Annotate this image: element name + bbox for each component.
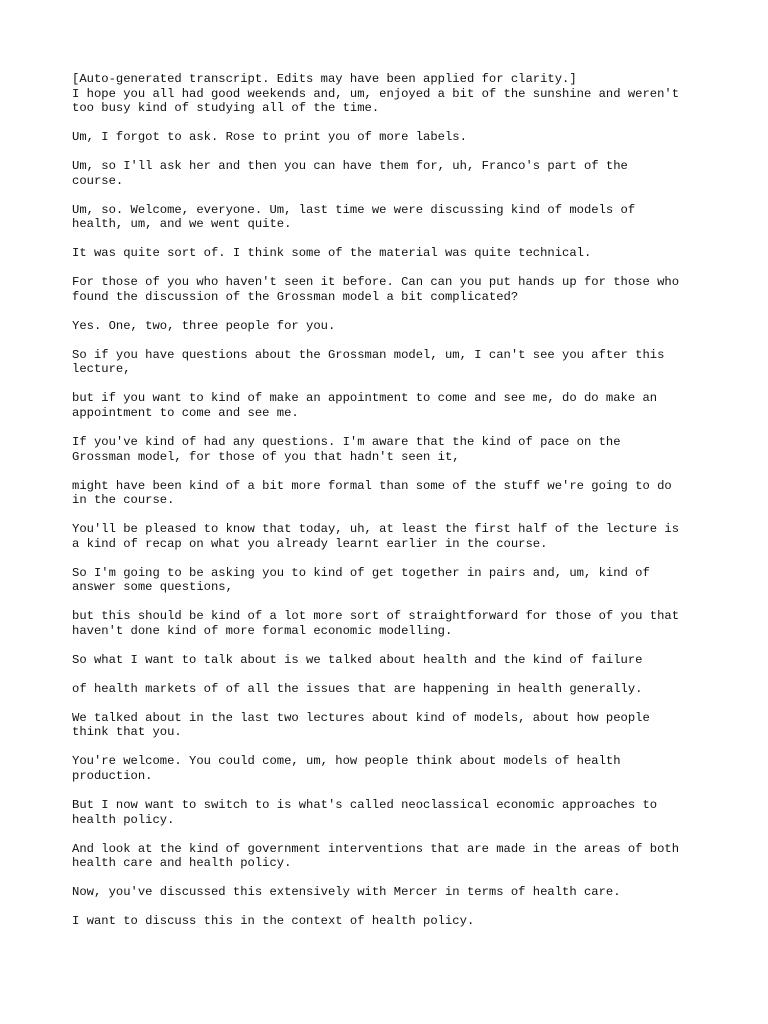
transcript-paragraph: And look at the kind of government interventions that are made in the areas of both health care and health policy.: [72, 841, 680, 871]
transcript-paragraph: of health markets of of all the issues that are happening in health generally.: [72, 681, 643, 696]
transcript-paragraph: But I now want to switch to is what's called neoclassical economic approaches to health policy.: [72, 798, 658, 827]
transcript-paragraph: You're welcome. You could come, um, how people think about models of health production.: [72, 754, 621, 784]
transcript-paragraph: I want to discuss this in the context of health policy.: [72, 914, 475, 929]
transcript-paragraph: I hope you all had good weekends and, um, enjoyed a bit of the sunshine and weren't too busy kind of studying all of the time.: [72, 86, 680, 116]
transcript-paragraph: So what I want to talk about is we talked about health and the kind of failure: [72, 652, 643, 667]
transcript-page: [72, 72, 712, 943]
transcript-notice: [Auto-generated transcript. Edits may have been applied for clarity.]: [72, 72, 577, 86]
transcript-paragraph: but if you want to kind of make an appointment to come and see me, do do make an appointment to come and see me.: [72, 391, 658, 421]
transcript-paragraph: Um, so I'll ask her and then you can have them for, uh, Franco's part of the course.: [72, 159, 628, 188]
transcript-paragraph: So if you have questions about the Grossman model, um, I can't see you after this lecture,: [72, 347, 665, 377]
transcript-paragraph: So I'm going to be asking you to kind of get together in pairs and, um, kind of answer some questions,: [72, 565, 650, 595]
transcript-paragraph: We talked about in the last two lectures about kind of models, about how people think that you.: [72, 710, 650, 740]
transcript-paragraph: Now, you've discussed this extensively with Mercer in terms of health care.: [72, 885, 621, 900]
transcript-header-block: [72, 72, 712, 116]
transcript-paragraph: Um, so. Welcome, everyone. Um, last time we were discussing kind of models of health, um, and we went quite.: [72, 202, 636, 232]
transcript-paragraph: might have been kind of a bit more formal than some of the stuff we're going to do in the course.: [72, 478, 672, 508]
transcript-paragraph: It was quite sort of. I think some of the material was quite technical.: [72, 246, 592, 261]
transcript-paragraph: Yes. One, two, three people for you.: [72, 318, 336, 333]
transcript-paragraph: but this should be kind of a lot more sort of straightforward for those of you that haven't done kind of more formal economic modelling.: [72, 609, 680, 638]
transcript-paragraph: Um, I forgot to ask. Rose to print you of more labels.: [72, 130, 467, 145]
transcript-paragraph: If you've kind of had any questions. I'm aware that the kind of pace on the Grossman model, for those of you that hadn't seen it,: [72, 435, 621, 464]
transcript-paragraph: You'll be pleased to know that today, uh, at least the first half of the lecture is a kind of recap on what you already learnt earlier in the course.: [72, 522, 680, 551]
transcript-paragraph: For those of you who haven't seen it before. Can can you put hands up for those who found the discussion of the Grossman model a bit complicated?: [72, 275, 680, 304]
